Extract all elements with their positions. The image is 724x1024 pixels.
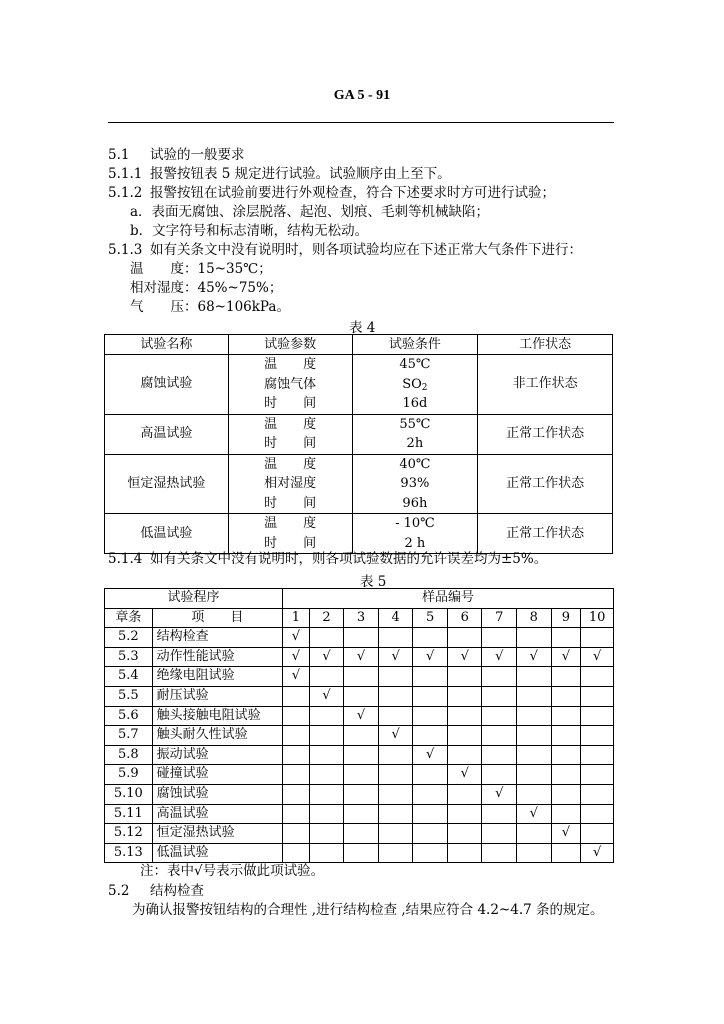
- empty-cell: [378, 667, 413, 687]
- table-row: [105, 686, 614, 706]
- empty-cell: [517, 726, 552, 746]
- table-header-row: [105, 335, 613, 355]
- empty-cell: [447, 667, 482, 687]
- empty-cell: [517, 628, 552, 648]
- item-cell: 低温试验: [152, 843, 282, 863]
- empty-cell: [344, 628, 379, 648]
- check-mark-cell: √: [413, 745, 448, 765]
- empty-cell: [482, 667, 517, 687]
- section-text: 报警按钮在试验前要进行外观检查，符合下述要求时方可进行试验；: [150, 185, 555, 201]
- check-mark-cell: √: [413, 647, 448, 667]
- table-row: [105, 667, 614, 687]
- empty-cell: [413, 706, 448, 726]
- empty-cell: [283, 784, 310, 804]
- check-mark-cell: √: [378, 647, 413, 667]
- param-text: 时 间: [264, 495, 317, 511]
- table-row: [105, 514, 613, 554]
- sample-number-cell: 2: [309, 608, 344, 628]
- empty-cell: [551, 726, 581, 746]
- condition-text: $SO_2$: [402, 376, 428, 393]
- section-number: 5.1.2: [108, 185, 143, 201]
- empty-cell: [482, 628, 517, 648]
- condition-text: 96h: [402, 495, 428, 511]
- section-number: 5.1.3: [108, 242, 143, 258]
- check-mark-cell: √: [447, 647, 482, 667]
- requirement-b: [130, 222, 368, 240]
- table-row: [105, 355, 613, 415]
- check-mark-cell: √: [447, 765, 482, 785]
- test-name-cell: 腐蚀试验: [105, 355, 229, 415]
- sample-number-cell: 8: [517, 608, 552, 628]
- condition-text: - 10℃: [395, 516, 435, 531]
- empty-cell: [447, 706, 482, 726]
- empty-cell: [413, 726, 448, 746]
- header-rule: [108, 122, 614, 123]
- empty-cell: [517, 765, 552, 785]
- empty-cell: [344, 745, 379, 765]
- empty-cell: [413, 686, 448, 706]
- condition-pressure: [130, 298, 290, 316]
- empty-cell: [309, 804, 344, 824]
- item-cell: 恒定湿热试验: [152, 824, 282, 844]
- empty-cell: [581, 667, 614, 687]
- empty-cell: [378, 745, 413, 765]
- check-mark-cell: √: [283, 628, 310, 648]
- chapter-cell: 5.4: [105, 667, 153, 687]
- section-text: 如有关条文中没有说明时，则各项试验数据的允许误差均为±5%。: [150, 551, 548, 567]
- empty-cell: [283, 686, 310, 706]
- empty-cell: [517, 706, 552, 726]
- chapter-cell: 5.9: [105, 765, 153, 785]
- section-text: 结构检查: [150, 883, 204, 899]
- header-cell: 工作状态: [478, 335, 613, 355]
- table-row: [105, 804, 614, 824]
- empty-cell: [581, 706, 614, 726]
- table-5: [104, 588, 614, 863]
- empty-cell: [344, 667, 379, 687]
- empty-cell: [283, 765, 310, 785]
- empty-cell: [447, 804, 482, 824]
- empty-cell: [551, 686, 581, 706]
- condition-text: 93%: [400, 476, 430, 491]
- check-mark-cell: √: [581, 843, 614, 863]
- empty-cell: [551, 804, 581, 824]
- empty-cell: [482, 706, 517, 726]
- chapter-cell: 5.13: [105, 843, 153, 863]
- param-cell: [228, 514, 352, 554]
- param-cell: [228, 355, 352, 415]
- condition-text: 16d: [402, 396, 428, 411]
- param-cell: [228, 454, 352, 514]
- check-mark-cell: √: [344, 706, 379, 726]
- empty-cell: [551, 784, 581, 804]
- empty-cell: [447, 726, 482, 746]
- item-cell: 结构检查: [152, 628, 282, 648]
- empty-cell: [344, 804, 379, 824]
- header-cell: 试验名称: [105, 335, 229, 355]
- table-header-row: [105, 589, 614, 609]
- chapter-cell: 5.11: [105, 804, 153, 824]
- empty-cell: [283, 706, 310, 726]
- table-note: 注：表中√号表示做此项试验。: [140, 863, 325, 879]
- empty-cell: [309, 765, 344, 785]
- condition-text: 40℃: [399, 456, 431, 472]
- state-cell: 正常工作状态: [478, 414, 613, 454]
- subscript: 2: [421, 382, 428, 393]
- condition-cell: [352, 514, 478, 554]
- table-row: [105, 843, 614, 863]
- empty-cell: [447, 843, 482, 863]
- section-number: 5.1: [108, 147, 130, 163]
- empty-cell: [551, 706, 581, 726]
- check-mark-cell: √: [283, 647, 310, 667]
- item-cell: 动作性能试验: [152, 647, 282, 667]
- empty-cell: [309, 745, 344, 765]
- table-row: [105, 628, 614, 648]
- section-5-1-2: [108, 184, 555, 202]
- check-mark-cell: √: [551, 647, 581, 667]
- empty-cell: [447, 745, 482, 765]
- table-row: [105, 726, 614, 746]
- empty-cell: [517, 784, 552, 804]
- empty-cell: [482, 824, 517, 844]
- page-header: GA 5 - 91: [333, 88, 391, 103]
- empty-cell: [517, 843, 552, 863]
- item-cell: 腐蚀试验: [152, 784, 282, 804]
- section-5-2-body: 为确认报警按钮结构的合理性 ,进行结构检查 ,结果应符合 4.2~4.7 条的规定。: [132, 902, 604, 918]
- empty-cell: [447, 686, 482, 706]
- check-mark-cell: √: [309, 686, 344, 706]
- empty-cell: [517, 667, 552, 687]
- chapter-cell: 5.5: [105, 686, 153, 706]
- sample-number-cell: 9: [551, 608, 581, 628]
- empty-cell: [551, 843, 581, 863]
- empty-cell: [413, 628, 448, 648]
- chapter-cell: 5.2: [105, 628, 153, 648]
- table-row: [105, 824, 614, 844]
- empty-cell: [581, 745, 614, 765]
- requirement-a: [130, 203, 489, 221]
- condition-cell: [352, 355, 478, 415]
- sample-number-cell: 4: [378, 608, 413, 628]
- empty-cell: [581, 628, 614, 648]
- check-mark-cell: √: [378, 726, 413, 746]
- empty-cell: [378, 628, 413, 648]
- empty-cell: [581, 804, 614, 824]
- section-number: 5.1.4: [108, 551, 143, 567]
- empty-cell: [447, 628, 482, 648]
- section-number: 5.1.1: [108, 166, 143, 182]
- section-5-1-1: [108, 165, 451, 183]
- check-mark-cell: √: [482, 647, 517, 667]
- condition-temperature: [130, 260, 272, 278]
- item-cell: 高温试验: [152, 804, 282, 824]
- empty-cell: [378, 686, 413, 706]
- header-cell: 章条: [105, 608, 153, 628]
- empty-cell: [283, 726, 310, 746]
- check-mark-cell: √: [517, 647, 552, 667]
- sample-number-cell: 6: [447, 608, 482, 628]
- header-cell: 项 目: [152, 608, 282, 628]
- empty-cell: [447, 784, 482, 804]
- chapter-cell: 5.3: [105, 647, 153, 667]
- condition-cell: [352, 414, 478, 454]
- condition-text: 相对湿度：45%~75%；: [130, 280, 283, 296]
- table-row: [105, 454, 613, 514]
- empty-cell: [378, 706, 413, 726]
- condition-cell: [352, 454, 478, 514]
- condition-text: 2 h: [404, 535, 426, 551]
- table-row: [105, 784, 614, 804]
- table-row: [105, 765, 614, 785]
- empty-cell: [283, 843, 310, 863]
- empty-cell: [413, 765, 448, 785]
- empty-cell: [413, 784, 448, 804]
- param-text: 时 间: [264, 396, 317, 411]
- check-mark-cell: √: [309, 647, 344, 667]
- item-cell: 触头接触电阻试验: [152, 706, 282, 726]
- chapter-cell: 5.8: [105, 745, 153, 765]
- section-5-2: [108, 882, 204, 900]
- check-mark-cell: √: [482, 784, 517, 804]
- section-text: 如有关条文中没有说明时，则各项试验均应在下述正常大气条件下进行：: [150, 242, 582, 258]
- empty-cell: [283, 745, 310, 765]
- empty-cell: [517, 686, 552, 706]
- empty-cell: [482, 686, 517, 706]
- sample-number-cell: 1: [283, 608, 310, 628]
- requirement-text: b．文字符号和标志清晰，结构无松动。: [130, 223, 369, 239]
- empty-cell: [378, 824, 413, 844]
- table-row: [105, 706, 614, 726]
- param-text: 腐蚀气体: [264, 376, 317, 392]
- empty-cell: [309, 824, 344, 844]
- requirement-text: a．表面无腐蚀、涂层脱落、起泡、划痕、毛刺等机械缺陷；: [130, 204, 490, 220]
- empty-cell: [344, 784, 379, 804]
- condition-text: 55℃: [399, 416, 431, 432]
- table-row: [105, 414, 613, 454]
- empty-cell: [581, 824, 614, 844]
- empty-cell: [413, 804, 448, 824]
- check-mark-cell: √: [283, 667, 310, 687]
- item-cell: 碰撞试验: [152, 765, 282, 785]
- empty-cell: [344, 726, 379, 746]
- check-mark-cell: √: [344, 647, 379, 667]
- empty-cell: [378, 843, 413, 863]
- empty-cell: [482, 765, 517, 785]
- empty-cell: [413, 667, 448, 687]
- empty-cell: [283, 804, 310, 824]
- empty-cell: [551, 628, 581, 648]
- param-text: 时 间: [264, 436, 317, 451]
- state-cell: 正常工作状态: [478, 454, 613, 514]
- item-cell: 振动试验: [152, 745, 282, 765]
- param-text: 温 度: [264, 516, 317, 531]
- section-text: 试验的一般要求: [150, 147, 245, 163]
- empty-cell: [344, 765, 379, 785]
- empty-cell: [551, 765, 581, 785]
- test-name-cell: 低温试验: [105, 514, 229, 554]
- item-cell: 绝缘电阻试验: [152, 667, 282, 687]
- empty-cell: [482, 745, 517, 765]
- table-body: [105, 628, 614, 863]
- empty-cell: [413, 843, 448, 863]
- empty-cell: [581, 784, 614, 804]
- empty-cell: [551, 745, 581, 765]
- chapter-cell: 5.6: [105, 706, 153, 726]
- condition-humidity: [130, 279, 282, 297]
- empty-cell: [581, 726, 614, 746]
- table-row: [105, 647, 614, 667]
- chapter-cell: 5.7: [105, 726, 153, 746]
- empty-cell: [581, 686, 614, 706]
- table-row: [105, 745, 614, 765]
- condition-text: 气 压：68~106kPa。: [130, 299, 290, 315]
- header-cell: 试验条件: [352, 335, 478, 355]
- section-5-1: [108, 146, 245, 164]
- empty-cell: [413, 824, 448, 844]
- empty-cell: [482, 843, 517, 863]
- test-name-cell: 高温试验: [105, 414, 229, 454]
- empty-cell: [309, 843, 344, 863]
- test-name-cell: 恒定湿热试验: [105, 454, 229, 514]
- param-text: 温 度: [264, 456, 317, 472]
- empty-cell: [344, 824, 379, 844]
- empty-cell: [309, 726, 344, 746]
- item-cell: 触头耐久性试验: [152, 726, 282, 746]
- sample-number-cell: 5: [413, 608, 448, 628]
- empty-cell: [581, 765, 614, 785]
- param-text: 温 度: [264, 416, 317, 432]
- check-mark-cell: √: [551, 824, 581, 844]
- sample-number-cell: 3: [344, 608, 379, 628]
- state-cell: 正常工作状态: [478, 514, 613, 554]
- condition-text: 温 度：15~35℃；: [130, 261, 272, 277]
- empty-cell: [283, 824, 310, 844]
- header-cell: 样品编号: [283, 589, 614, 609]
- table5-caption: 表 5: [360, 574, 387, 590]
- empty-cell: [517, 745, 552, 765]
- empty-cell: [378, 765, 413, 785]
- param-text: 时 间: [264, 535, 317, 551]
- table-subheader-row: [105, 608, 614, 628]
- empty-cell: [551, 667, 581, 687]
- empty-cell: [344, 843, 379, 863]
- empty-cell: [378, 784, 413, 804]
- item-cell: 耐压试验: [152, 686, 282, 706]
- empty-cell: [344, 686, 379, 706]
- table4-caption: 表 4: [349, 320, 376, 336]
- header-cell: 试验程序: [105, 589, 283, 609]
- empty-cell: [378, 804, 413, 824]
- condition-text: 45℃: [399, 357, 431, 372]
- empty-cell: [517, 824, 552, 844]
- empty-cell: [309, 667, 344, 687]
- check-mark-cell: √: [517, 804, 552, 824]
- sample-number-cell: 7: [482, 608, 517, 628]
- param-text: 相对湿度: [264, 476, 317, 491]
- empty-cell: [309, 706, 344, 726]
- empty-cell: [482, 804, 517, 824]
- chapter-cell: 5.10: [105, 784, 153, 804]
- state-cell: 非工作状态: [478, 355, 613, 415]
- param-text: 温 度: [264, 357, 317, 372]
- chapter-cell: 5.12: [105, 824, 153, 844]
- param-cell: [228, 414, 352, 454]
- section-number: 5.2: [108, 883, 130, 899]
- section-text: 报警按钮表 5 规定进行试验。试验顺序由上至下。: [150, 166, 451, 182]
- empty-cell: [482, 726, 517, 746]
- check-mark-cell: √: [581, 647, 614, 667]
- section-5-1-4: [108, 550, 547, 568]
- condition-text: 2h: [406, 436, 424, 451]
- sample-number-cell: 10: [581, 608, 614, 628]
- empty-cell: [447, 824, 482, 844]
- section-5-1-3: [108, 241, 582, 259]
- header-cell: 试验参数: [228, 335, 352, 355]
- empty-cell: [309, 784, 344, 804]
- empty-cell: [309, 628, 344, 648]
- table-4: [104, 334, 613, 554]
